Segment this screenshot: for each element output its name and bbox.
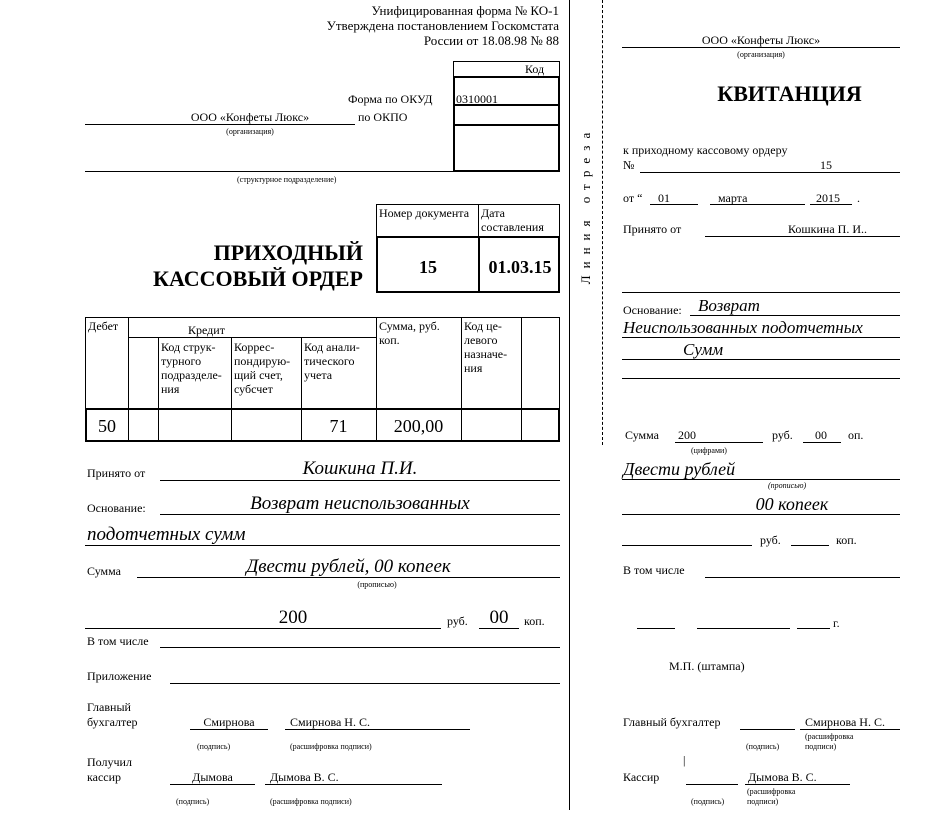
- receipt-including-label: В том числе: [623, 563, 685, 577]
- doc-number: 15: [419, 257, 437, 277]
- basis-line2: подотчетных сумм: [87, 524, 246, 545]
- receipt-cashier-decode-caption2: подписи): [747, 797, 779, 806]
- doc-date: 01.03.15: [488, 257, 552, 277]
- receipt-rub-label2: руб.: [760, 533, 781, 547]
- sum-value: 200,00: [393, 416, 444, 436]
- order-title-line1: ПРИХОДНЫЙ: [213, 240, 363, 265]
- kop-value: 00: [489, 607, 509, 628]
- approved-line2: России от 18.08.98 № 88: [423, 33, 559, 48]
- receipt-cashier-label: Кассир: [623, 770, 660, 784]
- chief-name: Смирнова Н. С.: [290, 715, 370, 729]
- receipt-cashier-decode-caption1: (расшифровка: [747, 787, 796, 796]
- from-label: от “: [623, 191, 643, 205]
- stray-mark: |: [683, 753, 686, 767]
- chief-sign-caption: (подпись): [197, 742, 231, 751]
- col-corr: Коррес-пондирую-щий счет, субсчет: [234, 340, 291, 396]
- dept-caption: (структурное подразделение): [237, 175, 337, 184]
- cashier-decode-caption: (расшифровка подписи): [270, 797, 352, 806]
- receipt-basis-line1: Возврат: [698, 296, 760, 315]
- sum-words: Двести рублей, 00 копеек: [246, 556, 451, 577]
- cashier-name: Дымова В. С.: [270, 770, 339, 784]
- rub-label: руб.: [447, 614, 468, 628]
- receipt-org-caption: (организация): [737, 50, 785, 59]
- cashier-label2: кассир: [87, 770, 122, 784]
- to-order-label: к приходному кассовому ордеру: [623, 143, 788, 157]
- receipt-chief-label: Главный бухгалтер: [623, 715, 721, 729]
- receipt-received-label: Принято от: [623, 222, 682, 236]
- chief-label2: бухгалтер: [87, 715, 138, 729]
- year-suffix: .: [857, 191, 860, 205]
- receipt-g-label: г.: [833, 616, 840, 630]
- okpo-label: по ОКПО: [358, 110, 408, 124]
- approved-line1: Утверждена постановлением Госкомстата: [326, 18, 559, 33]
- receipt-sum-words: Двести рублей: [623, 459, 736, 479]
- receipt-basis-label: Основание:: [623, 303, 682, 317]
- order-title-line2: КАССОВЫЙ ОРДЕР: [153, 266, 363, 291]
- receipt-number: 15: [820, 158, 832, 172]
- receipt-org-name: ООО «Конфеты Люкс»: [701, 33, 821, 47]
- receipt-title: КВИТАНЦИЯ: [717, 81, 862, 106]
- receipt-rub-label: руб.: [772, 428, 793, 442]
- okud-label: Форма по ОКУД: [348, 92, 433, 106]
- cashier-sign: Дымова: [192, 770, 233, 784]
- cashier-label1: Получил: [87, 755, 132, 769]
- receipt-sum-digits: 200: [678, 428, 696, 442]
- words-caption: (прописью): [357, 580, 397, 589]
- receipt-chief-decode-caption1: (расшифровка: [805, 732, 854, 741]
- receipt-kop-words: 00 копеек: [755, 494, 829, 514]
- cashier-sign-caption: (подпись): [176, 797, 210, 806]
- receipt-basis-line2: Неиспользованных подотчетных: [623, 318, 863, 337]
- org-name: ООО «Конфеты Люкс»: [190, 110, 310, 124]
- including-label: В том числе: [87, 634, 149, 648]
- chief-decode-caption: (расшифровка подписи): [290, 742, 372, 751]
- sum-label: Сумма: [87, 564, 121, 578]
- date-label: Дата составления: [481, 206, 544, 234]
- receipt-chief-name: Смирнова Н. С.: [805, 715, 885, 729]
- credit-label: Кредит: [188, 323, 225, 337]
- receipt-chief-sign-caption: (подпись): [746, 742, 780, 751]
- kop-label: коп.: [524, 614, 545, 628]
- receipt-kop-value: 00: [815, 428, 827, 442]
- number-label: №: [623, 158, 635, 172]
- org-caption: (организация): [226, 127, 274, 136]
- code-label: Код: [525, 62, 545, 76]
- receipt-received-value: Кошкина П. И..: [788, 222, 867, 236]
- stamp-label: М.П. (штампа): [669, 659, 745, 673]
- receipt-kop-label: оп.: [848, 428, 864, 442]
- receipt-cashier-name: Дымова В. С.: [748, 770, 817, 784]
- receipt-words-caption: (прописью): [768, 481, 807, 490]
- col-struct: Код струк-турного подразделе-ния: [161, 340, 222, 396]
- receipt-sum-label: Сумма: [625, 428, 659, 442]
- col-sum: Сумма, руб. коп.: [379, 319, 440, 347]
- chief-label1: Главный: [87, 700, 131, 714]
- sum-digits: 200: [278, 607, 308, 628]
- analytic-value: 71: [329, 416, 348, 436]
- receipt-day: 01: [658, 191, 670, 205]
- chief-sign: Смирнова: [203, 715, 255, 729]
- attachment-label: Приложение: [87, 669, 152, 683]
- debit-label: Дебет: [88, 319, 119, 333]
- receipt-cashier-sign-caption: (подпись): [691, 797, 725, 806]
- basis-label: Основание:: [87, 501, 146, 515]
- cut-line-text: Линия отреза: [578, 125, 593, 285]
- received-label: Принято от: [87, 466, 146, 480]
- form-name: Унифицированная форма № КО-1: [371, 3, 559, 18]
- col-target: Код це-левого назначе-ния: [464, 319, 508, 375]
- col-analytic: Код анали-тического учета: [304, 340, 360, 382]
- receipt-year: 2015: [816, 191, 840, 205]
- digits-caption: (цифрами): [691, 446, 727, 455]
- basis-line1: Возврат неиспользованных: [250, 493, 470, 514]
- received-value: Кошкина П.И.: [302, 458, 418, 479]
- okud-value: 0310001: [456, 92, 498, 106]
- debit-value: 50: [98, 416, 116, 436]
- receipt-month: марта: [718, 191, 748, 205]
- receipt-basis-line3: Сумм: [683, 340, 724, 359]
- receipt-chief-decode-caption2: подписи): [805, 742, 837, 751]
- doc-number-label: Номер документа: [379, 206, 470, 220]
- receipt-kop-label2: коп.: [836, 533, 857, 547]
